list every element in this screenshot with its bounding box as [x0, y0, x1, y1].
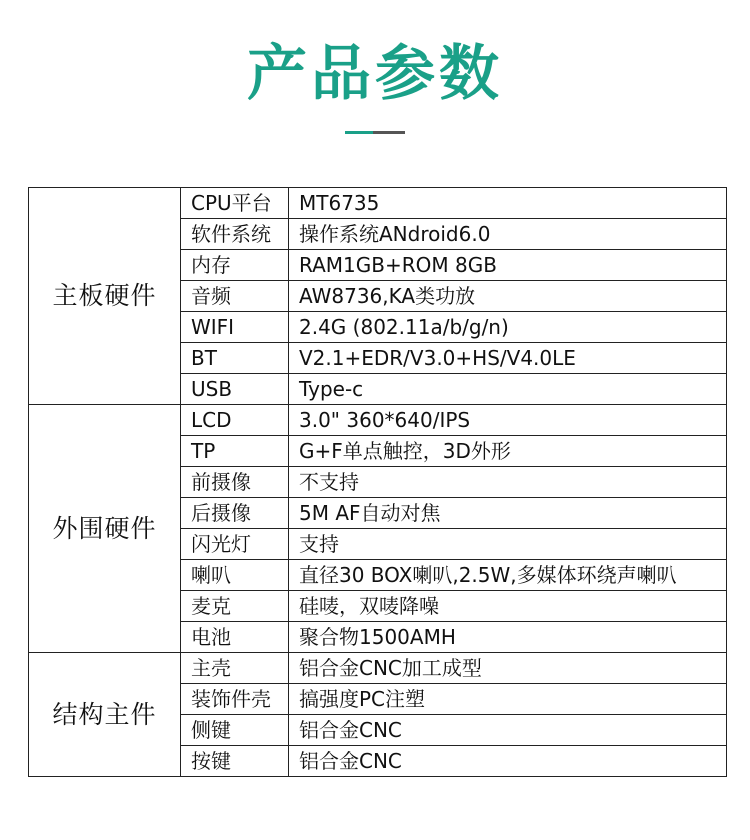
spec-label: 喇叭 [181, 560, 289, 591]
group-label-peripheral: 外围硬件 [29, 405, 181, 653]
spec-value: 操作系统ANdroid6.0 [289, 219, 727, 250]
spec-label: 主壳 [181, 653, 289, 684]
underline-accent [345, 131, 373, 134]
spec-label: 侧键 [181, 715, 289, 746]
spec-value: MT6735 [289, 188, 727, 219]
title-underline [345, 131, 405, 134]
spec-value: 硅唛，双唛降噪 [289, 591, 727, 622]
spec-value: 2.4G (802.11a/b/g/n) [289, 312, 727, 343]
spec-value: 聚合物1500AMH [289, 622, 727, 653]
spec-label: 装饰件壳 [181, 684, 289, 715]
spec-label: 按键 [181, 746, 289, 777]
spec-value: 5M AF自动对焦 [289, 498, 727, 529]
spec-label: 电池 [181, 622, 289, 653]
spec-label: WIFI [181, 312, 289, 343]
page-title: 产品参数 [247, 39, 503, 109]
spec-label: 麦克 [181, 591, 289, 622]
spec-value: 3.0" 360*640/IPS [289, 405, 727, 436]
spec-label: 前摄像 [181, 467, 289, 498]
spec-label: BT [181, 343, 289, 374]
spec-value: 搞强度PC注塑 [289, 684, 727, 715]
spec-value: AW8736,KA类功放 [289, 281, 727, 312]
spec-value: 铝合金CNC [289, 746, 727, 777]
table-row [29, 188, 727, 219]
spec-label: LCD [181, 405, 289, 436]
spec-table [28, 187, 727, 777]
spec-label: 音频 [181, 281, 289, 312]
spec-value: 铝合金CNC加工成型 [289, 653, 727, 684]
spec-value: RAM1GB+ROM 8GB [289, 250, 727, 281]
spec-value: 直径30 BOX喇叭,2.5W,多媒体环绕声喇叭 [289, 560, 727, 591]
spec-value: Type-c [289, 374, 727, 405]
spec-value: G+F单点触控，3D外形 [289, 436, 727, 467]
group-label-structure: 结构主件 [29, 653, 181, 777]
spec-label: USB [181, 374, 289, 405]
spec-label: 后摄像 [181, 498, 289, 529]
spec-value: 支持 [289, 529, 727, 560]
spec-label: 软件系统 [181, 219, 289, 250]
table-row [29, 405, 727, 436]
spec-value: 铝合金CNC [289, 715, 727, 746]
table-row [29, 653, 727, 684]
group-label-mainboard: 主板硬件 [29, 188, 181, 405]
spec-label: TP [181, 436, 289, 467]
underline-gray [373, 131, 405, 134]
spec-label: 闪光灯 [181, 529, 289, 560]
spec-value: 不支持 [289, 467, 727, 498]
spec-label: 内存 [181, 250, 289, 281]
spec-value: V2.1+EDR/V3.0+HS/V4.0LE [289, 343, 727, 374]
spec-label: CPU平台 [181, 188, 289, 219]
